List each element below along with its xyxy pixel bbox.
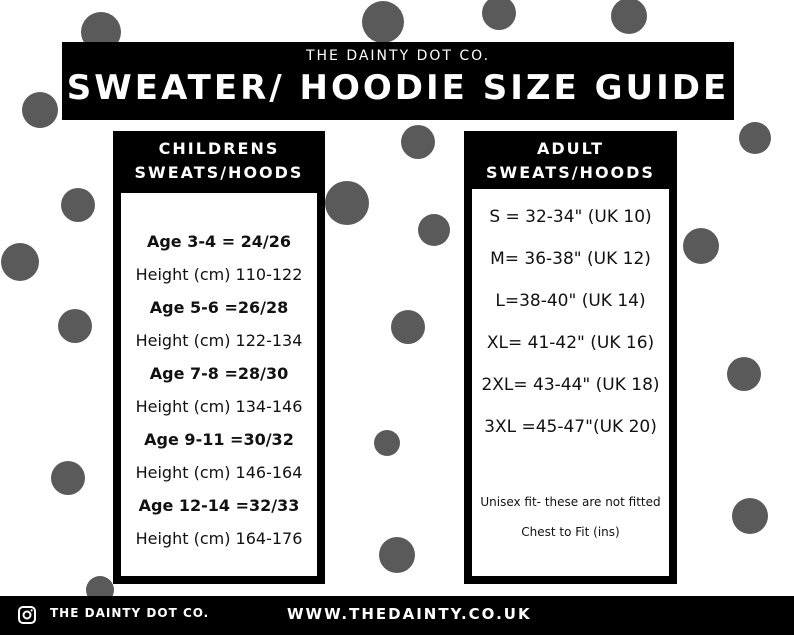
children-age-size-row: Age 5-6 =26/28 xyxy=(149,298,289,317)
footer-bar xyxy=(0,596,794,635)
website-link[interactable]: WWW.THEDAINTY.CO.UK xyxy=(287,605,532,623)
children-size-list-box xyxy=(121,193,317,576)
adult-title-line1: ADULT xyxy=(536,139,605,158)
background-dot xyxy=(732,498,768,534)
children-age-size-row: Age 7-8 =28/30 xyxy=(149,364,289,383)
children-age-size-row: Age 12-14 =32/33 xyxy=(138,496,300,515)
footer-brand: THE DAINTY DOT CO. xyxy=(50,606,210,620)
background-dot xyxy=(611,0,647,34)
children-height-row: Height (cm) 110-122 xyxy=(135,265,303,284)
children-height-row: Height (cm) 122-134 xyxy=(135,331,303,350)
adult-title-line2: SWEATS/HOODS xyxy=(486,163,655,182)
children-title-line2: SWEATS/HOODS xyxy=(134,163,304,182)
children-height-row: Height (cm) 164-176 xyxy=(135,529,303,548)
adult-size-row: S = 32-34" (UK 10) xyxy=(489,207,652,227)
background-dot xyxy=(401,125,435,159)
background-dot xyxy=(22,92,58,128)
adult-panel-title xyxy=(464,137,677,185)
header-banner xyxy=(62,42,734,120)
header-brand: THE DAINTY DOT CO. xyxy=(305,48,491,64)
adult-size-row: L=38-40" (UK 14) xyxy=(495,291,646,311)
children-size-panel xyxy=(113,131,325,584)
background-dot xyxy=(1,243,39,281)
background-dot xyxy=(51,461,85,495)
children-age-size-row: Age 9-11 =30/32 xyxy=(144,430,294,449)
background-dot xyxy=(61,188,95,222)
children-panel-title xyxy=(113,137,325,185)
background-dot xyxy=(362,1,404,43)
background-dot xyxy=(727,357,761,391)
adult-size-list-box xyxy=(472,189,669,576)
children-height-row: Height (cm) 134-146 xyxy=(135,397,303,416)
adult-chest-note: Chest to Fit (ins) xyxy=(521,525,620,539)
adult-size-row: M= 36-38" (UK 12) xyxy=(490,249,651,269)
page-title: SWEATER/ HOODIE SIZE GUIDE xyxy=(66,68,730,108)
background-dot xyxy=(379,537,415,573)
background-dot xyxy=(325,181,369,225)
children-title-line1: CHILDRENS xyxy=(158,139,280,158)
background-dot xyxy=(739,122,771,154)
adult-size-list xyxy=(472,196,669,448)
children-height-row: Height (cm) 146-164 xyxy=(135,463,303,482)
background-dot xyxy=(482,0,516,30)
children-size-list xyxy=(121,225,317,555)
children-age-size-row: Age 3-4 = 24/26 xyxy=(146,232,292,251)
adult-size-panel xyxy=(464,131,677,584)
adult-size-row: 2XL= 43-44" (UK 18) xyxy=(481,375,660,395)
background-dot xyxy=(374,430,400,456)
background-dot xyxy=(58,309,92,343)
background-dot xyxy=(683,228,719,264)
instagram-icon xyxy=(18,606,36,624)
adult-size-row: 3XL =45-47"(UK 20) xyxy=(484,417,657,437)
background-dot xyxy=(418,214,450,246)
background-dot xyxy=(391,310,425,344)
adult-size-row: XL= 41-42" (UK 16) xyxy=(486,333,655,353)
adult-fit-note: Unisex fit- these are not fitted xyxy=(480,495,661,509)
